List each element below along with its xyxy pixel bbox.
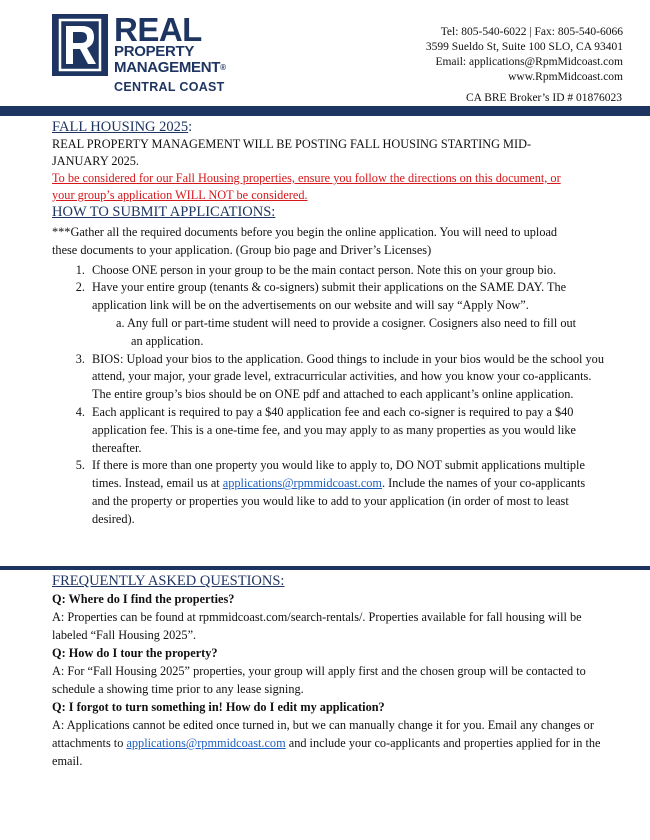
fall-housing-title: FALL HOUSING 2025 xyxy=(52,119,189,135)
faq-heading xyxy=(52,573,604,590)
main-section xyxy=(52,119,604,529)
step-5: 5. If there is more than one property you would like to apply to, DO NOT submit applications multiple times. Instead, email us at applications@rpmmidcoast.com. Include the names of your co-applicants and the property or properties you would like to add to your application (in order of most to least desired). xyxy=(88,457,604,528)
intro-line-1: REAL PROPERTY MANAGEMENT WILL BE POSTING FALL HOUSING STARTING MID- xyxy=(52,137,532,151)
contact-phone-fax: Tel: 805-540-6022 | Fax: 805-540-6066 xyxy=(440,26,623,38)
substep-text-1: Any full or part-time student will need to provide a cosigner. Cosigners also need to fill out xyxy=(126,315,577,330)
faq-question-1: Q: Where do I find the properties? xyxy=(52,592,235,606)
contact-address: 3599 Sueldo St, Suite 100 SLO, CA 93401 xyxy=(425,41,623,53)
contact-info xyxy=(426,25,623,85)
faq-email-link[interactable]: applications@rpmmidcoast.com xyxy=(126,736,286,750)
logo-central-coast-text: CENTRAL COAST xyxy=(114,80,225,94)
how-to-submit-heading xyxy=(52,204,604,221)
application-steps-list xyxy=(52,262,604,529)
applications-email-link[interactable]: applications@rpmmidcoast.com xyxy=(222,476,382,491)
contact-website: www.RpmMidcoast.com xyxy=(508,71,623,83)
logo-real-text: REAL xyxy=(114,11,202,48)
step-2-substep-a xyxy=(92,315,604,351)
step-4: 4. Each applicant is required to pay a $40 application fee and each co-signer is required to pay a $40 application fee. This is a one-time fee, and you may apply to as many properties as you would like thereafter. xyxy=(88,404,604,457)
step-1: 1. Choose ONE person in your group to be the main contact person. Note this on your group bio. xyxy=(88,262,604,280)
how-to-submit-title: HOW TO SUBMIT APPLICATIONS: xyxy=(52,204,276,220)
logo-r-mark xyxy=(52,14,108,76)
step-2: 2. Have your entire group (tenants & co-signers) submit their applications on the SAME DAY. The application link will be on the advertisements on our website and will say “Apply Now”. a. Any full or part-time student will need to provide a cosigner. Cosigners also need to fill out an application. xyxy=(88,279,604,350)
letterhead xyxy=(0,0,650,118)
faq-question-2: Q: How do I tour the property? xyxy=(52,646,218,660)
step-3: 3. BIOS: Upload your bios to the application. Good things to include in your bios would be the school you attend, your major, your grade level, extracurricular activities, and how you know your co-applicants. The entire group’s bios should be on ONE pdf and attached to each applicant’s online application. xyxy=(88,351,604,404)
intro-line-2: JANUARY 2025. xyxy=(52,154,139,168)
faq-divider-bar xyxy=(0,566,650,570)
contact-email: Email: applications@RpmMidcoast.com xyxy=(435,56,623,68)
warning-line-2: your group’s application WILL NOT be considered. xyxy=(52,188,308,202)
fall-housing-heading: FALL HOUSING 2025: xyxy=(52,119,193,135)
gather-documents-note: ***Gather all the required documents before you begin the online application. You will need to upload these documents to your application. (Group bio page and Driver’s Licenses) xyxy=(52,225,558,257)
broker-id: CA BRE Broker’s ID # 01876023 xyxy=(466,92,622,104)
faq-answer-1: A: Properties can be found at rpmmidcoast.com/search-rentals/. Properties available for fall housing will be labeled “Fall Housing 2025”. xyxy=(52,610,582,642)
faq-answer-3: A: Applications cannot be edited once turned in, but we can manually change it for you. Email any changes or attachments to applications@rpmmidcoast.com and include your co-applicants and properties applied for in the email. xyxy=(52,718,601,768)
faq-title: FREQUENTLY ASKED QUESTIONS: xyxy=(52,573,285,589)
substep-marker: a. xyxy=(116,315,125,330)
faq-answer-2: A: For “Fall Housing 2025” properties, your group will apply first and the chosen group will be contacted to schedule a showing time prior to any lease signing. xyxy=(52,664,586,696)
warning-line-1: To be considered for our Fall Housing properties, ensure you follow the directions on this document, or xyxy=(52,171,561,185)
faq-question-3: Q: I forgot to turn something in! How do I edit my application? xyxy=(52,700,385,714)
substep-text-2: an application. xyxy=(131,333,204,348)
company-logo xyxy=(52,11,282,98)
header-divider-bar xyxy=(0,106,650,116)
faq-section xyxy=(52,573,604,770)
logo-property-management-text: PROPERTY MANAGEMENT® xyxy=(114,43,226,76)
